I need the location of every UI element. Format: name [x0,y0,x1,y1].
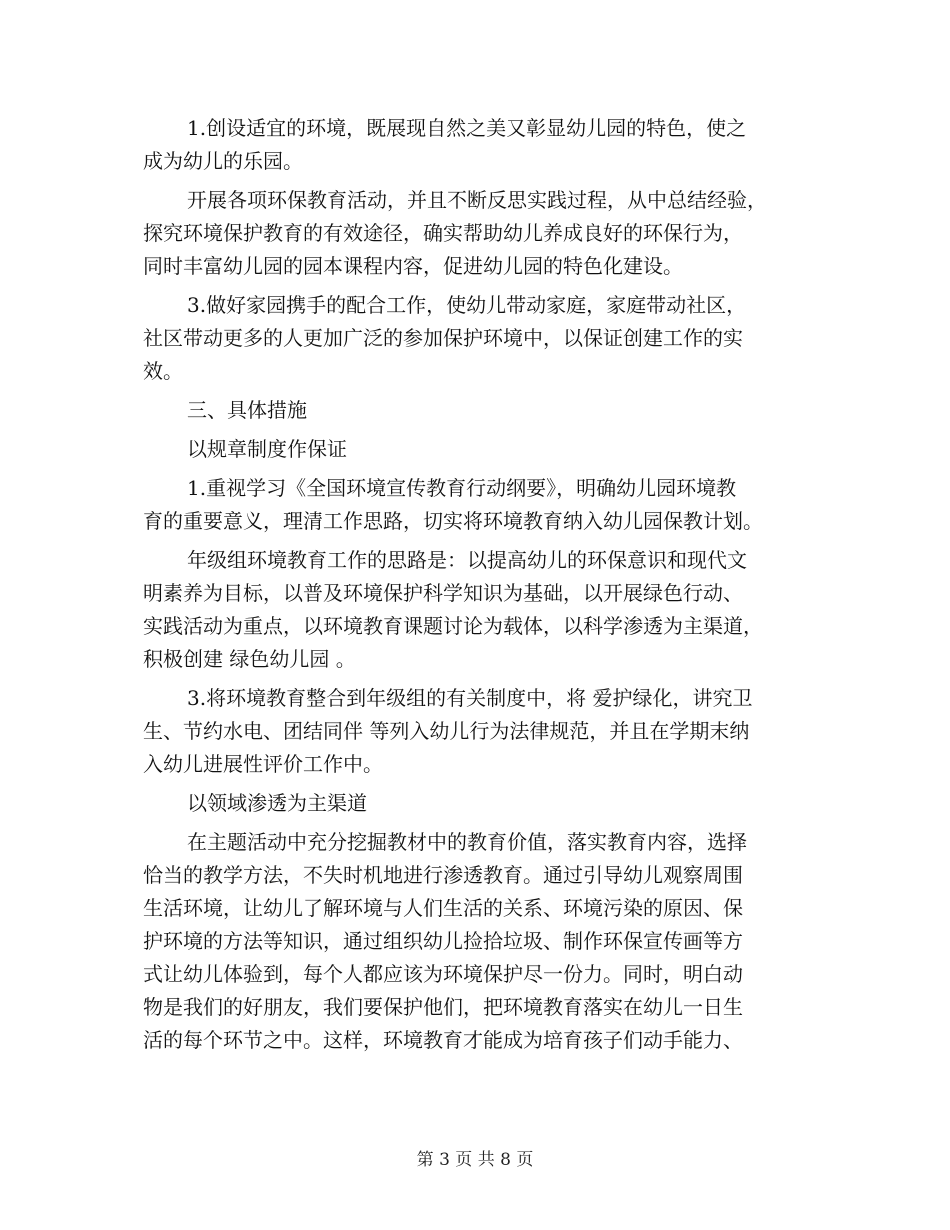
text-line: 同时丰富幼儿园的园本课程内容，促进幼儿园的特色化建设。 [143,254,683,278]
document-body [143,112,815,1057]
text-line: 1.创设适宜的环境，既展现自然之美又彰显幼儿园的特色，使之 [187,116,747,140]
text-line: 以领域渗透为主渠道 [187,791,367,815]
text-line: 物是我们的好朋友，我们要保护他们，把环境教育落实在幼儿一日生 [143,995,743,1019]
text-line: 护环境的方法等知识，通过组织幼儿捡拾垃圾、制作环保宣传画等方 [143,929,743,953]
text-line: 式让幼儿体验到，每个人都应该为环境保护尽一份力。同时，明白动 [143,962,743,986]
text-line: 3.将环境教育整合到年级组的有关制度中，将 爱护绿化，讲究卫 [187,686,753,710]
text-line: 实践活动为重点，以环境教育课题讨论为载体，以科学渗透为主渠道， [143,614,763,638]
page-number-footer [0,1148,950,1172]
text-line: 活的每个环节之中。这样，环境教育才能成为培育孩子们动手能力、 [143,1028,743,1052]
text-line: 1.重视学习《全国环境宣传教育行动纲要》，明确幼儿园环境教 [187,476,737,500]
text-line: 入幼儿进展性评价工作中。 [143,752,383,776]
page-number-label: 第 3 页 共 8 页 [416,1150,534,1170]
text-line: 以规章制度作保证 [187,437,347,461]
text-line: 育的重要意义，理清工作思路，切实将环境教育纳入幼儿园保教计划。 [143,509,763,533]
text-line: 社区带动更多的人更加广泛的参加保护环境中，以保证创建工作的实 [143,326,743,350]
text-line: 生、节约水电、团结同伴 等列入幼儿行为法律规范，并且在学期末纳 [143,719,750,743]
text-line: 三、具体措施 [187,398,307,422]
text-line: 恰当的教学方法，不失时机地进行渗透教育。通过引导幼儿观察周围 [143,863,743,887]
text-line: 探究环境保护教育的有效途径，确实帮助幼儿养成良好的环保行为， [143,221,743,245]
text-line: 成为幼儿的乐园。 [143,149,303,173]
text-line: 开展各项环保教育活动，并且不断反思实践过程，从中总结经验， [187,188,767,212]
text-line: 积极创建 绿色幼儿园 。 [143,647,356,671]
text-line: 在主题活动中充分挖掘教材中的教育价值，落实教育内容，选择 [187,830,747,854]
text-line: 生活环境，让幼儿了解环境与人们生活的关系、环境污染的原因、保 [143,896,743,920]
text-line: 3.做好家园携手的配合工作，使幼儿带动家庭，家庭带动社区， [187,293,747,317]
text-line: 年级组环境教育工作的思路是：以提高幼儿的环保意识和现代文 [187,548,747,572]
text-line: 明素养为目标，以普及环境保护科学知识为基础，以开展绿色行动、 [143,581,743,605]
text-line: 效。 [143,359,183,383]
